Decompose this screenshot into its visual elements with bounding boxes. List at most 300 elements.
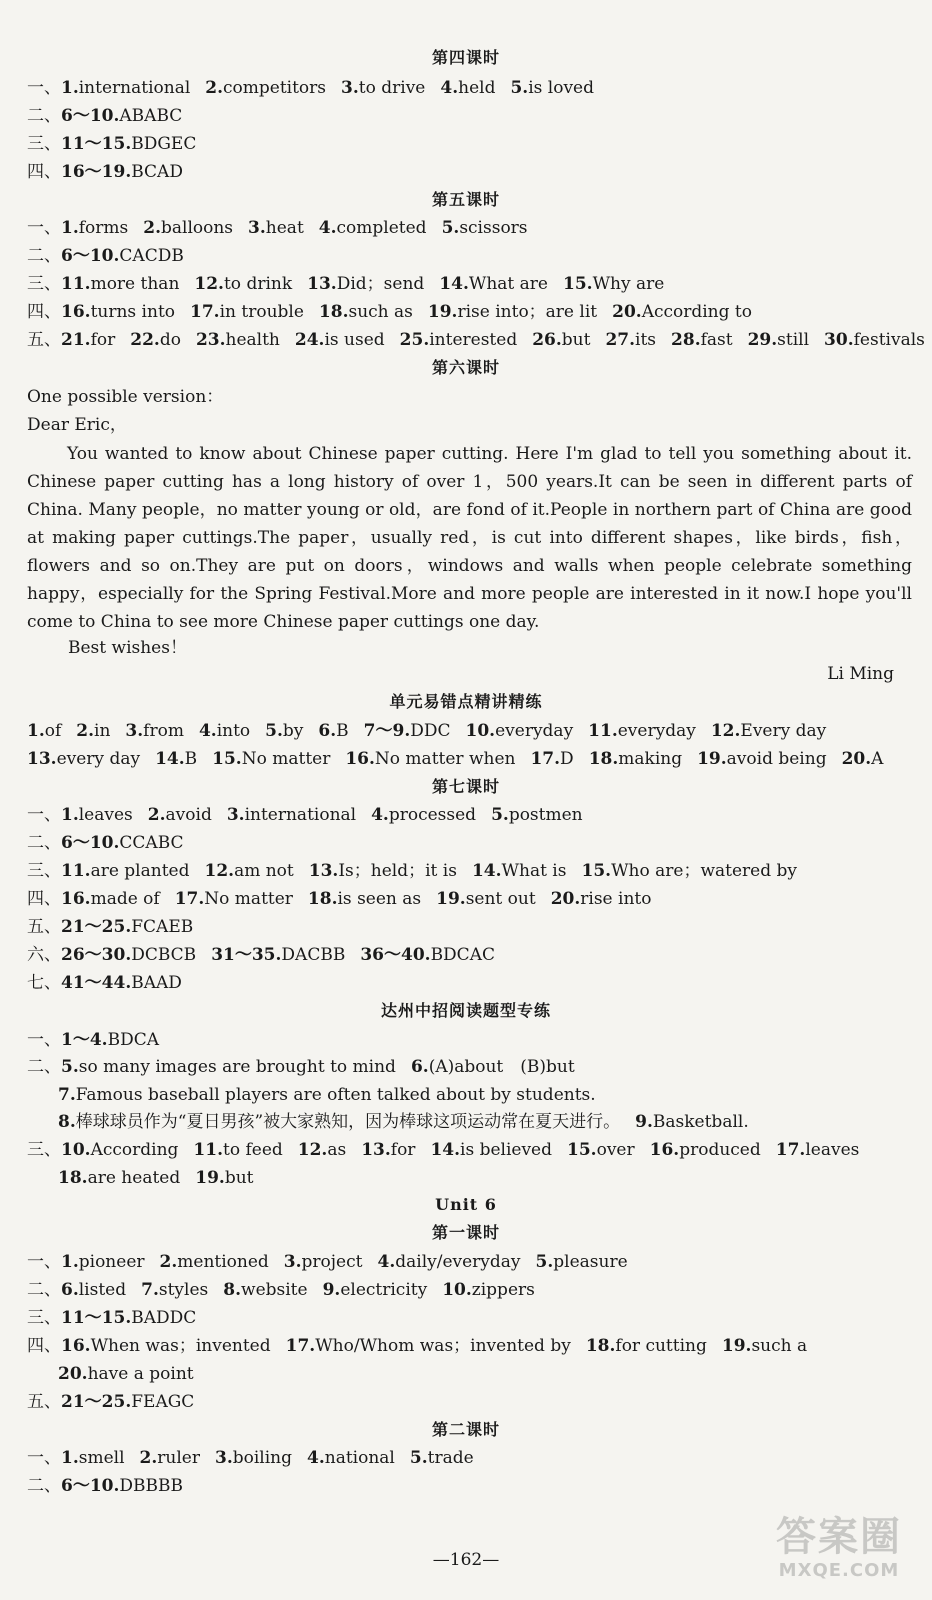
question-number: 4. (318, 218, 337, 238)
question-number: 21～25. (61, 917, 132, 937)
answer-text: in (94, 721, 111, 741)
question-number: 7. (58, 1085, 76, 1105)
section-heading: 第七课时 (431, 777, 500, 796)
answer-line (27, 245, 199, 269)
answer-line (27, 77, 609, 101)
answer-text: BDGEC (131, 134, 197, 154)
answer-text: D (560, 749, 574, 769)
answer-item (265, 721, 303, 741)
answer-item (436, 889, 536, 909)
answer-item (563, 274, 664, 294)
question-number: 26. (532, 330, 562, 350)
answer-text: When was；invented (90, 1336, 271, 1356)
answer-text: is loved (528, 78, 595, 98)
section-marker: 四、 (27, 302, 61, 322)
question-number: 27. (605, 330, 636, 350)
question-number: 6. (410, 1057, 429, 1077)
text-line: Dear Eric， (27, 415, 127, 435)
answer-text: website (241, 1280, 308, 1300)
answer-item (61, 973, 182, 993)
answer-item (510, 78, 594, 98)
letter-closing: Best wishes！ (68, 638, 187, 658)
answer-item (295, 330, 385, 350)
answer-item (776, 1140, 860, 1160)
answer-text: festivals (853, 330, 925, 350)
section-marker: 四、 (27, 1336, 61, 1356)
question-number: 18. (58, 1168, 88, 1188)
question-number: 29. (747, 330, 778, 350)
answer-item (58, 1112, 620, 1132)
answer-text: mentioned (177, 1252, 269, 1272)
answer-line (27, 1335, 822, 1359)
answer-text: heat (265, 218, 304, 238)
answer-item (341, 78, 425, 98)
answer-text: into (216, 721, 251, 741)
question-number: 12. (194, 274, 224, 294)
question-number: 16. (345, 749, 375, 769)
answer-text: everyday (495, 721, 574, 741)
answer-item (428, 302, 597, 322)
answer-item (61, 134, 196, 154)
question-number: 1. (61, 805, 79, 825)
answer-text: sent out (465, 889, 536, 909)
question-number: 11～15. (61, 134, 132, 154)
section-heading: 单元易错点精讲精练 (389, 692, 543, 711)
answer-text: by (282, 721, 304, 741)
question-number: 41～44. (61, 973, 132, 993)
answer-line (27, 944, 510, 968)
answer-text: national (324, 1448, 395, 1468)
answer-item (371, 805, 476, 825)
section-heading: 达州中招阅读题型专练 (380, 1001, 551, 1020)
answer-text: DACBB (281, 945, 346, 965)
answer-item (61, 1448, 125, 1468)
section-marker: 三、 (27, 134, 61, 154)
answer-item (361, 1140, 415, 1160)
answer-item (248, 218, 304, 238)
answer-item (58, 1168, 180, 1188)
question-number: 12. (710, 721, 741, 741)
question-number: 4. (198, 721, 217, 741)
answer-item (697, 749, 827, 769)
answer-item (711, 721, 826, 741)
answer-text: in trouble (219, 302, 304, 322)
question-number: 16. (61, 302, 91, 322)
answer-text: avoid (165, 805, 212, 825)
question-number: 20. (58, 1364, 88, 1384)
question-number: 2. (159, 1252, 178, 1272)
answer-item (61, 1392, 194, 1412)
section-marker: 四、 (27, 162, 61, 182)
question-number: 14. (430, 1140, 461, 1160)
answer-line (58, 1084, 611, 1108)
question-number: 1. (61, 78, 79, 98)
answer-item (76, 721, 110, 741)
question-number: 30. (824, 330, 854, 350)
question-number: 24. (294, 330, 325, 350)
answer-text: BDCAC (430, 945, 495, 965)
answer-item (588, 721, 696, 741)
answer-item (442, 218, 528, 238)
question-number: 5. (61, 1057, 79, 1077)
answer-text: completed (336, 218, 427, 238)
section-marker: 五、 (27, 917, 61, 937)
answer-item (551, 889, 652, 909)
answer-item (194, 274, 292, 294)
question-number: 15. (212, 749, 242, 769)
answer-item (61, 78, 190, 98)
answer-text: still (777, 330, 810, 350)
question-number: 2. (143, 218, 161, 238)
question-number: 5. (491, 805, 509, 825)
question-number: 12. (297, 1140, 328, 1160)
question-number: 19. (195, 1168, 225, 1188)
question-number: 5. (441, 218, 460, 238)
question-number: 20. (841, 749, 872, 769)
answer-item (130, 330, 181, 350)
answer-text: from (143, 721, 184, 741)
section-marker: 二、 (27, 833, 61, 853)
answer-line (27, 748, 898, 772)
section-marker: 三、 (27, 274, 61, 294)
answer-item (61, 162, 183, 182)
section-heading: Unit 6 (435, 1195, 497, 1214)
answer-text: over (596, 1140, 635, 1160)
watermark-url: MXQE.COM (778, 1560, 900, 1581)
question-number: 6. (318, 721, 337, 741)
answer-item (319, 302, 413, 322)
section-marker: 一、 (27, 218, 61, 238)
answer-item (204, 861, 293, 881)
answer-item (190, 302, 304, 322)
answer-item (148, 805, 212, 825)
answer-item (309, 861, 457, 881)
answer-text: BCAD (131, 162, 183, 182)
question-number: 9. (635, 1112, 653, 1132)
question-number: 6～10. (61, 833, 120, 853)
answer-line (27, 916, 208, 940)
answer-text: (A)about (B)but (428, 1057, 575, 1077)
question-number: 6～10. (61, 1476, 120, 1496)
answer-text: What is (501, 861, 567, 881)
answer-item (307, 1448, 395, 1468)
answer-item (27, 721, 61, 741)
answer-text: FCAEB (131, 917, 194, 937)
answer-item (175, 889, 293, 909)
answer-text: made of (90, 889, 160, 909)
answer-item (199, 721, 250, 741)
answer-text: do (159, 330, 181, 350)
answer-text: held (458, 78, 496, 98)
question-number: 14. (439, 274, 469, 294)
answer-item (58, 1085, 596, 1105)
answer-line (27, 217, 543, 241)
answer-item (298, 1140, 346, 1160)
question-number: 19. (427, 302, 458, 322)
question-number: 31～35. (211, 945, 282, 965)
question-number: 22. (130, 330, 160, 350)
question-number: 4. (371, 805, 389, 825)
answer-item (635, 1112, 749, 1132)
answer-line (27, 1139, 874, 1163)
answer-item (472, 861, 567, 881)
question-number: 19. (436, 889, 466, 909)
answer-text: boiling (232, 1448, 292, 1468)
answer-text: DCBCB (131, 945, 197, 965)
answer-item (61, 1280, 126, 1300)
section-marker: 一、 (27, 1252, 61, 1272)
answer-line (27, 972, 197, 996)
answer-text: No matter (241, 749, 331, 769)
answer-item (227, 805, 356, 825)
question-number: 20. (550, 889, 581, 909)
question-number: 3. (341, 78, 359, 98)
answer-text: such a (751, 1336, 808, 1356)
answer-text: turns into (90, 302, 176, 322)
answer-text: FEAGC (131, 1392, 195, 1412)
question-number: 6. (61, 1280, 79, 1300)
answer-item (286, 1336, 571, 1356)
question-number: 17. (530, 749, 561, 769)
answer-text: According (90, 1140, 179, 1160)
answer-text: Every day (740, 721, 827, 741)
question-number: 1～4. (61, 1030, 108, 1050)
answer-line (27, 888, 666, 912)
answer-item (345, 749, 515, 769)
answer-item (61, 1140, 178, 1160)
answer-text: Did；send (336, 274, 425, 294)
question-number: 12. (204, 861, 235, 881)
answer-item (155, 749, 197, 769)
answer-item (211, 945, 345, 965)
answer-line (27, 1029, 174, 1053)
answer-text: According to (641, 302, 752, 322)
answer-text: for cutting (615, 1336, 707, 1356)
answer-item (439, 274, 548, 294)
question-number: 4. (377, 1252, 396, 1272)
answer-text: making (618, 749, 683, 769)
question-number: 18. (307, 889, 338, 909)
section-marker: 七、 (27, 973, 61, 993)
question-number: 23. (195, 330, 226, 350)
answer-text: international (78, 78, 191, 98)
answer-item (491, 805, 583, 825)
answer-text: No matter when (374, 749, 516, 769)
question-number: 2. (147, 805, 166, 825)
answer-item (440, 78, 495, 98)
answer-text: is used (324, 330, 385, 350)
section-heading: 第二课时 (431, 1420, 500, 1439)
section-heading: 第一课时 (431, 1223, 500, 1242)
section-marker: 六、 (27, 945, 61, 965)
question-number: 11. (61, 861, 91, 881)
answer-text: ruler (157, 1448, 200, 1468)
answer-item (61, 274, 179, 294)
answer-item (195, 1168, 253, 1188)
question-number: 11～15. (61, 1308, 132, 1328)
page-number: —162— (432, 1550, 500, 1570)
question-number: 26～30. (61, 945, 132, 965)
answer-text: zippers (471, 1280, 535, 1300)
answer-line (27, 832, 199, 856)
question-number: 5. (265, 721, 283, 741)
answer-text: No matter (204, 889, 293, 909)
question-number: 36～40. (360, 945, 431, 965)
answer-item (193, 1140, 282, 1160)
answer-text: BDCA (107, 1030, 159, 1050)
question-number: 19. (721, 1336, 752, 1356)
answer-text: international (244, 805, 357, 825)
question-number: 5. (535, 1252, 554, 1272)
section-marker: 三、 (27, 861, 61, 881)
answer-text: are heated (87, 1168, 181, 1188)
answer-item (581, 861, 797, 881)
answer-text: Who/Whom was；invented by (315, 1336, 571, 1356)
answer-text: Basketball. (652, 1112, 749, 1132)
answer-text: DDC (410, 721, 451, 741)
answer-line (27, 1279, 550, 1303)
answer-item (318, 721, 348, 741)
answer-text: processed (388, 805, 477, 825)
question-number: 16～19. (61, 162, 132, 182)
answer-item (442, 1280, 535, 1300)
answer-item (205, 78, 326, 98)
answer-line (58, 1167, 268, 1191)
answer-item (586, 1336, 707, 1356)
answer-item (61, 1336, 271, 1356)
question-number: 20. (612, 302, 642, 322)
question-number: 21～25. (61, 1392, 132, 1412)
answer-line (27, 1307, 211, 1331)
answer-line (27, 329, 932, 353)
question-number: 6～10. (61, 106, 120, 126)
answer-item (284, 1252, 363, 1272)
answer-item (140, 1448, 200, 1468)
question-number: 15. (563, 274, 593, 294)
question-number: 16. (649, 1140, 680, 1160)
answer-text: BADDC (131, 1308, 197, 1328)
answer-text: for (390, 1140, 416, 1160)
question-number: 10. (61, 1140, 91, 1160)
answer-item (589, 749, 682, 769)
answer-item (536, 1252, 628, 1272)
question-number: 1. (61, 1448, 79, 1468)
answer-text: pleasure (553, 1252, 628, 1272)
answer-item (61, 1030, 159, 1050)
answer-text: for (90, 330, 116, 350)
answer-item (61, 945, 196, 965)
answer-item (567, 1140, 635, 1160)
answer-item (650, 1140, 761, 1160)
answer-text: leaves (78, 805, 133, 825)
answer-line (58, 1363, 209, 1387)
answer-line (27, 1475, 198, 1499)
answer-item (61, 330, 115, 350)
section-marker: 一、 (27, 1448, 61, 1468)
answer-text: to drink (223, 274, 293, 294)
answer-item (58, 1364, 194, 1384)
answer-text: listed (78, 1280, 127, 1300)
question-number: 18. (318, 302, 349, 322)
answer-line (27, 720, 841, 744)
section-heading: 第五课时 (431, 190, 500, 209)
answer-line (27, 1447, 489, 1471)
answer-text: ABABC (119, 106, 183, 126)
answer-text: to feed (223, 1140, 283, 1160)
answer-text: are planted (90, 861, 190, 881)
answer-item (61, 106, 182, 126)
answer-item (824, 330, 925, 350)
question-number: 11. (193, 1140, 223, 1160)
answer-text: balloons (161, 218, 234, 238)
question-number: 3. (214, 1448, 233, 1468)
question-number: 3. (283, 1252, 302, 1272)
question-number: 3. (125, 721, 144, 741)
answer-text: What are (468, 274, 548, 294)
section-marker: 四、 (27, 889, 61, 909)
answer-text: postmen (508, 805, 583, 825)
question-number: 13. (361, 1140, 391, 1160)
answer-text: avoid being (726, 749, 827, 769)
answer-line (27, 273, 679, 297)
answer-item (308, 889, 421, 909)
answer-line (27, 161, 198, 185)
answer-text: everyday (617, 721, 696, 741)
answer-line (27, 1391, 209, 1415)
answer-item (61, 917, 193, 937)
answer-line (27, 301, 767, 325)
answer-item (605, 330, 656, 350)
answer-text: Why are (592, 274, 665, 294)
answer-item (410, 1448, 474, 1468)
answer-text: interested (429, 330, 518, 350)
answer-text: competitors (223, 78, 327, 98)
question-number: 1. (61, 1252, 79, 1272)
answer-item (400, 330, 518, 350)
answer-text: B (336, 721, 349, 741)
answer-item (307, 274, 424, 294)
question-number: 7～9. (363, 721, 411, 741)
section-marker: 二、 (27, 106, 61, 126)
question-number: 6～10. (61, 246, 120, 266)
answer-text: daily/everyday (395, 1252, 521, 1272)
answer-text: but (224, 1168, 254, 1188)
question-number: 1. (61, 218, 79, 238)
answer-item (319, 218, 427, 238)
answer-text: produced (679, 1140, 761, 1160)
question-number: 17. (190, 302, 220, 322)
answer-text: smell (78, 1448, 125, 1468)
question-number: 15. (567, 1140, 597, 1160)
question-number: 8. (58, 1112, 76, 1132)
answer-item (430, 1140, 552, 1160)
answer-text: health (225, 330, 280, 350)
answer-text: forms (78, 218, 129, 238)
answer-text: Is；held；it is (338, 861, 457, 881)
answer-text: as (327, 1140, 347, 1160)
question-number: 4. (440, 78, 459, 98)
section-marker: 二、 (27, 1057, 61, 1077)
answer-item (532, 330, 590, 350)
question-number: 14. (155, 749, 185, 769)
answer-item (466, 721, 574, 741)
answer-line (27, 804, 598, 828)
answer-item (377, 1252, 520, 1272)
question-number: 5. (510, 78, 529, 98)
question-number: 16. (61, 889, 91, 909)
question-number: 3. (226, 805, 245, 825)
answer-item (61, 246, 184, 266)
